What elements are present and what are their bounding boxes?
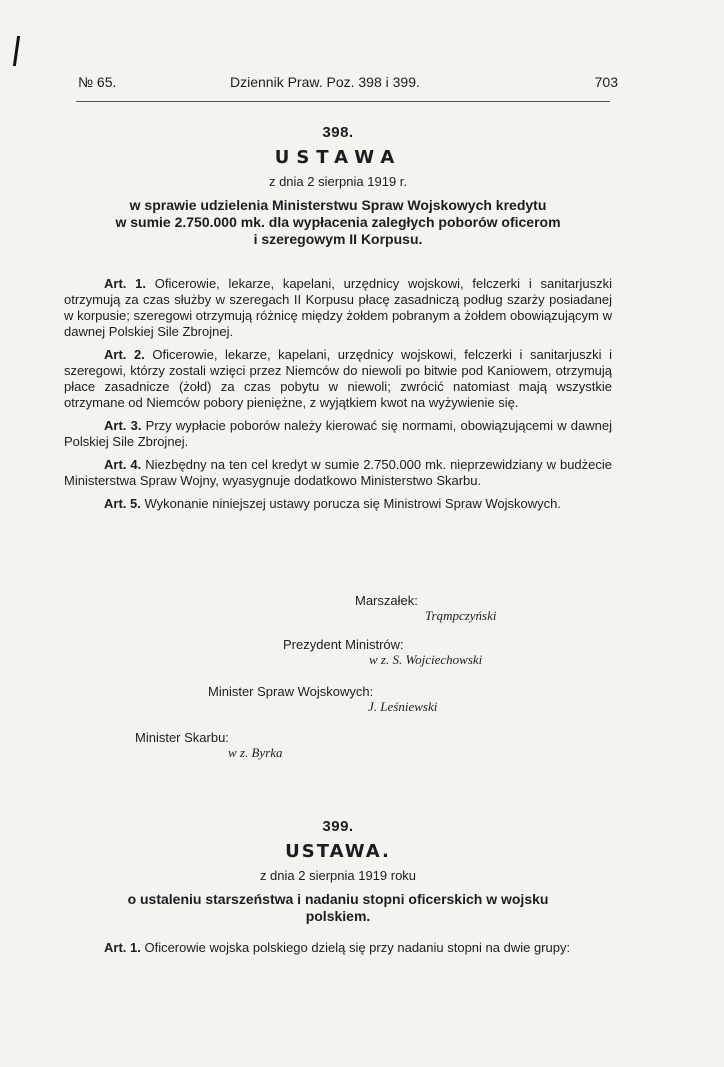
margin-mark xyxy=(13,36,20,66)
article xyxy=(64,347,612,411)
article-label: Art. 4. xyxy=(104,457,142,472)
signature-name: J. Leśniewski xyxy=(368,699,438,714)
signature-name: Trąmpczyński xyxy=(425,608,497,623)
signature-role: Marszałek: xyxy=(355,593,418,608)
act-subject xyxy=(64,197,612,248)
article-text: Niezbędny na ten cel kredyt w sumie 2.750.000 mk. nieprzewidziany w budżecie Ministerstwa Spraw Wojny, wyasygnuje dodatkowo Ministerstwo Skarbu. xyxy=(64,457,612,488)
page-number: 703 xyxy=(594,74,618,90)
signature-treasury-minister xyxy=(135,730,283,761)
article-text: Wykonanie niniejszej ustawy porucza się Ministrowi Spraw Wojskowych. xyxy=(144,496,561,511)
act-title: USTAWA xyxy=(274,147,402,168)
issue-number: № 65. xyxy=(78,74,117,90)
act-subject-line: polskiem. xyxy=(305,908,371,924)
act-398-body xyxy=(64,276,612,519)
act-subject-line: i szeregowym II Korpusu. xyxy=(253,231,423,247)
article-label: Art. 5. xyxy=(104,496,141,511)
act-number: 399. xyxy=(322,818,354,835)
act-subject-line: w sumie 2.750.000 mk. dla wypłacenia zaległych poborów oficerom xyxy=(115,214,561,230)
article-text: Oficerowie, lekarze, kapelani, urzędnicy wojskowi, felczerki i sanitarjuszki i szeregowi, którzy zostali wzięci przez Niemców do niewoli po bitwie pod Kaniowem, otrzymują płace zasadnicze (żołd) za czas pobytu w niewoli; zwrócić natomiast mają wszystkie otrzymane od Niemców pobory pieniężne, z wyjątkiem kwot na wyżywienie się. xyxy=(64,347,612,410)
signature-name: w z. S. Wojciechowski xyxy=(369,652,483,667)
article-text: Oficerowie, lekarze, kapelani, urzędnicy wojskowi, felczerki i sanitarjuszki otrzymują za czas służby w szeregach II Korpusu płacę zasadniczą podług szarży posiadanej w korpusie; szeregowi otrzymują różnicę między żołdem pobranym a żołdem obowiązującym w dawnej Polskiej Sile Zbrojnej. xyxy=(64,276,612,339)
signature-name: w z. Byrka xyxy=(228,745,283,760)
article xyxy=(64,940,612,956)
signature-military-minister xyxy=(208,684,437,715)
act-399-body xyxy=(64,940,612,963)
article-label: Art. 2. xyxy=(104,347,145,362)
signature-role: Minister Spraw Wojskowych: xyxy=(208,684,374,699)
act-subject-line: w sprawie udzielenia Ministerstwu Spraw Wojskowych kredytu xyxy=(129,197,547,213)
header-divider xyxy=(76,101,610,102)
article xyxy=(64,457,612,489)
signature-role: Minister Skarbu: xyxy=(135,730,229,745)
act-399-heading xyxy=(64,818,612,925)
page-header xyxy=(78,74,618,96)
act-date: z dnia 2 sierpnia 1919 roku xyxy=(259,868,417,883)
article-label: Art. 1. xyxy=(104,276,146,291)
article-label: Art. 1. xyxy=(104,940,141,955)
article-text: Przy wypłacie poborów należy kierować się normami, obowiązującemi w dawnej Polskiej Sile Zbrojnej. xyxy=(64,418,612,449)
act-number: 398. xyxy=(322,124,354,141)
act-398-heading xyxy=(64,124,612,248)
article-label: Art. 3. xyxy=(104,418,142,433)
act-subject xyxy=(64,891,612,925)
journal-title: Dziennik Praw. Poz. 398 i 399. xyxy=(230,74,420,90)
signature-role: Prezydent Ministrów: xyxy=(283,637,404,652)
article-text: Oficerowie wojska polskiego dzielą się przy nadaniu stopni na dwie grupy: xyxy=(144,940,571,955)
signature-marshal xyxy=(355,593,497,624)
article xyxy=(64,276,612,340)
act-subject-line: o ustaleniu starszeństwa i nadaniu stopni oficerskich w wojsku xyxy=(127,891,549,907)
act-title: USTAWA. xyxy=(285,841,391,862)
act-date: z dnia 2 sierpnia 1919 r. xyxy=(268,174,408,189)
article xyxy=(64,418,612,450)
signature-prime-minister xyxy=(283,637,482,668)
article xyxy=(64,496,612,512)
